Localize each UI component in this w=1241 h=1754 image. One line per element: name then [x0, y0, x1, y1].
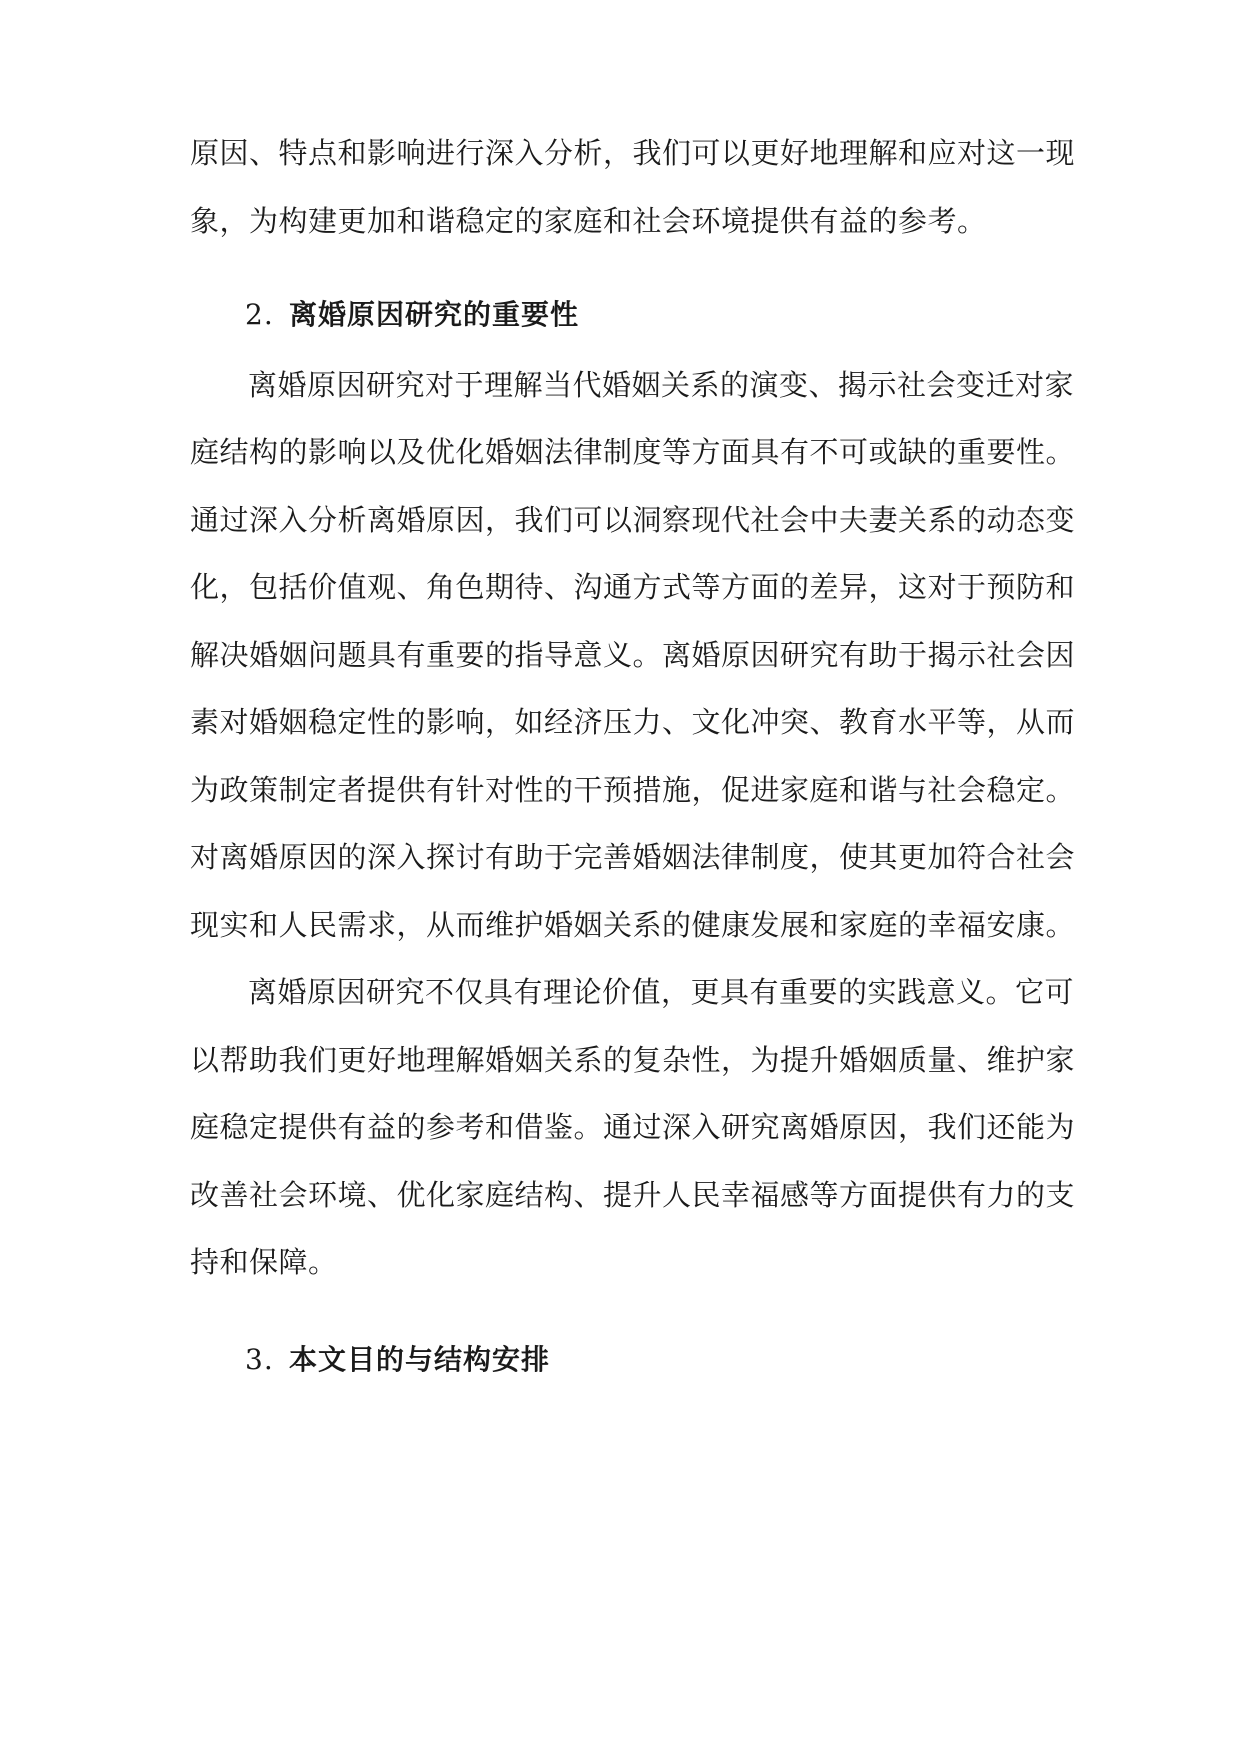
section-3-heading: [245, 1340, 550, 1380]
section-3-title: 本文目的与结构安排: [289, 1343, 551, 1376]
section-2-p1-line-2: 庭结构的影响以及优化婚姻法律制度等方面具有不可或缺的重要性。: [190, 435, 1076, 469]
section-2-title: 离婚原因研究的重要性: [289, 298, 580, 331]
section-2-p1-line-6: 素对婚姻稳定性的影响，如经济压力、文化冲突、教育水平等，从而: [190, 705, 1076, 739]
section-2-p2-line-3: 庭稳定提供有益的参考和借鉴。通过深入研究离婚原因，我们还能为: [190, 1110, 1076, 1144]
section-2-p2-line-2: 以帮助我们更好地理解婚姻关系的复杂性，为提升婚姻质量、维护家: [190, 1043, 1076, 1077]
section-2-p1-line-4: 化，包括价值观、角色期待、沟通方式等方面的差异，这对于预防和: [190, 570, 1076, 604]
section-3-number: 3.: [245, 1343, 274, 1376]
section-2-p1-line-1: 离婚原因研究对于理解当代婚姻关系的演变、揭示社会变迁对家: [248, 368, 1075, 402]
section-2-p1-line-5: 解决婚姻问题具有重要的指导意义。离婚原因研究有助于揭示社会因: [190, 638, 1076, 672]
section-2-heading: [245, 295, 579, 335]
section-2-p2-line-1: 离婚原因研究不仅具有理论价值，更具有重要的实践意义。它可: [248, 975, 1075, 1009]
section-2-p1-line-3: 通过深入分析离婚原因，我们可以洞察现代社会中夫妻关系的动态变: [190, 503, 1076, 537]
section-2-p1-line-7: 为政策制定者提供有针对性的干预措施，促进家庭和谐与社会稳定。: [190, 773, 1076, 807]
section-2-number: 2.: [245, 298, 274, 331]
section-2-p1-line-9: 现实和人民需求，从而维护婚姻关系的健康发展和家庭的幸福安康。: [190, 908, 1076, 942]
section-2-p2-line-5: 持和保障。: [190, 1245, 338, 1279]
intro-line-1: 原因、特点和影响进行深入分析，我们可以更好地理解和应对这一现: [190, 136, 1076, 170]
intro-line-2: 象，为构建更加和谐稳定的家庭和社会环境提供有益的参考。: [190, 204, 987, 238]
section-2-p1-line-8: 对离婚原因的深入探讨有助于完善婚姻法律制度，使其更加符合社会: [190, 840, 1076, 874]
section-2-p2-line-4: 改善社会环境、优化家庭结构、提升人民幸福感等方面提供有力的支: [190, 1178, 1076, 1212]
